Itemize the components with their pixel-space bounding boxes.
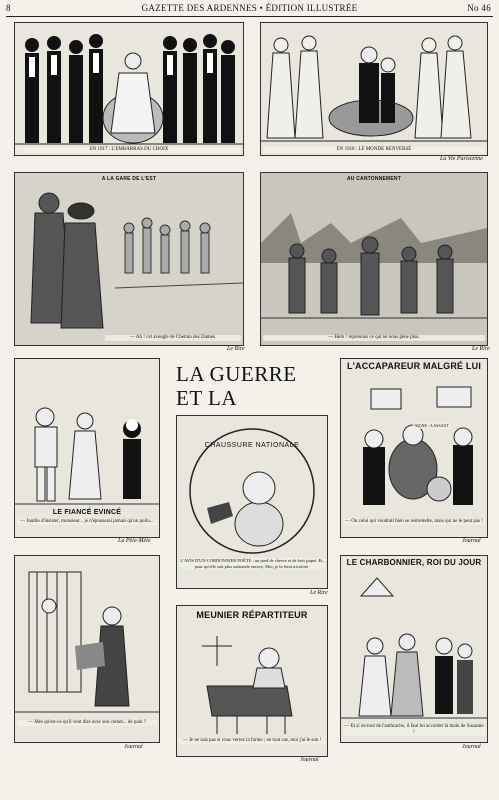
cartoon-credit: Journal [462, 538, 481, 544]
cartoon-title: AU CANTONNEMENT [346, 176, 402, 182]
wall-sign: SIGNE : A ASSAUT [413, 423, 451, 429]
cartoon-credit: Journal [462, 744, 481, 750]
cartoon-panel-10 [340, 555, 488, 743]
cartoon-caption: — Inutile d'insister, monsieur... je n'épouserai jamais qu'un poilu... [17, 519, 157, 525]
cartoon-caption: — Ah ! cet aveugle de Chemin des Dames. [105, 335, 241, 341]
cartoon-panel-2 [260, 22, 488, 156]
cartoon-caption: EN 1917 : L'EMBARRAS DU CHOIX [17, 147, 241, 153]
cartoon-title: LE FIANCÉ EVINCÉ [52, 509, 122, 516]
cartoon-title: L'ACCAPAREUR MALGRÉ LUI [346, 361, 482, 371]
newspaper-title: GAZETTE DES ARDENNES • ÉDITION ILLUSTRÉE [141, 3, 358, 13]
cartoon-panel-6 [176, 415, 328, 589]
cartoon-panel-1 [14, 22, 244, 156]
page-number: 8 [6, 3, 11, 13]
cartoon-caption: — Ou celui qui voudrait bien se restreindre, mais qui ne le peut pas ! [343, 519, 485, 525]
cartoon-panel-3 [14, 172, 244, 346]
page-headline: LA GUERRE ET LA [176, 362, 297, 410]
cartoon-title: A LA GARE DE L'EST [101, 176, 157, 182]
cartoon-credit: Le Rire [227, 346, 245, 352]
cartoon-caption: — Mes qu'est-ce qu'il veut dire avec son cornet... de pain ? [17, 720, 157, 726]
shop-sign: CHAUSSURE NATIONALE [204, 442, 300, 449]
cartoon-credit: La Pêle-Mêle [118, 538, 151, 544]
cartoon-credit: Le Rire [310, 590, 328, 596]
cartoon-illustration [261, 173, 487, 345]
cartoon-title: MEUNIER RÉPARTITEUR [196, 610, 308, 620]
cartoon-panel-8 [14, 555, 160, 743]
cartoon-credit: Le Rire [472, 346, 490, 352]
cartoon-credit: La Vie Parisienne [440, 156, 483, 162]
cartoon-credit: Journal [300, 757, 319, 763]
cartoon-caption: EN 1918 : LE MONDE RENVERSÉ [263, 147, 485, 153]
cartoon-caption: — Hem ! reprenons ce qui ne nous gène plus. [263, 335, 485, 341]
cartoon-illustration [15, 173, 243, 345]
cartoon-illustration [261, 23, 487, 155]
cartoon-panel-7 [340, 358, 488, 538]
cartoon-illustration [15, 23, 243, 155]
cartoon-panel-9 [176, 605, 328, 757]
header-rule [6, 16, 493, 17]
cartoon-title: LE CHARBONNIER, ROI DU JOUR [346, 558, 482, 567]
cartoon-caption: — Je ne sais pas si vous verrez la farine ; en tout cas, moi j'ai le son ! [179, 738, 325, 744]
cartoon-credit: Journal [124, 744, 143, 750]
cartoon-illustration [15, 556, 159, 742]
cartoon-panel-5 [14, 358, 160, 538]
cartoon-illustration [341, 556, 487, 742]
issue-number: No 46 [467, 3, 491, 13]
cartoon-caption: — Et si on tout de l'anthracite, il faut lui accorder la main de Suzanne ! [344, 724, 484, 735]
cartoon-illustration [177, 606, 327, 756]
cartoon-illustration [341, 359, 487, 537]
cartoon-panel-4 [260, 172, 488, 346]
cartoon-caption: L'AVIS D'UN CORDONNIER POÈTE : un pied de chevre et de bois piqué. Et, pour qu'elle soit plus nationale encore, Moi, je la ferai tricolore. [180, 558, 324, 569]
